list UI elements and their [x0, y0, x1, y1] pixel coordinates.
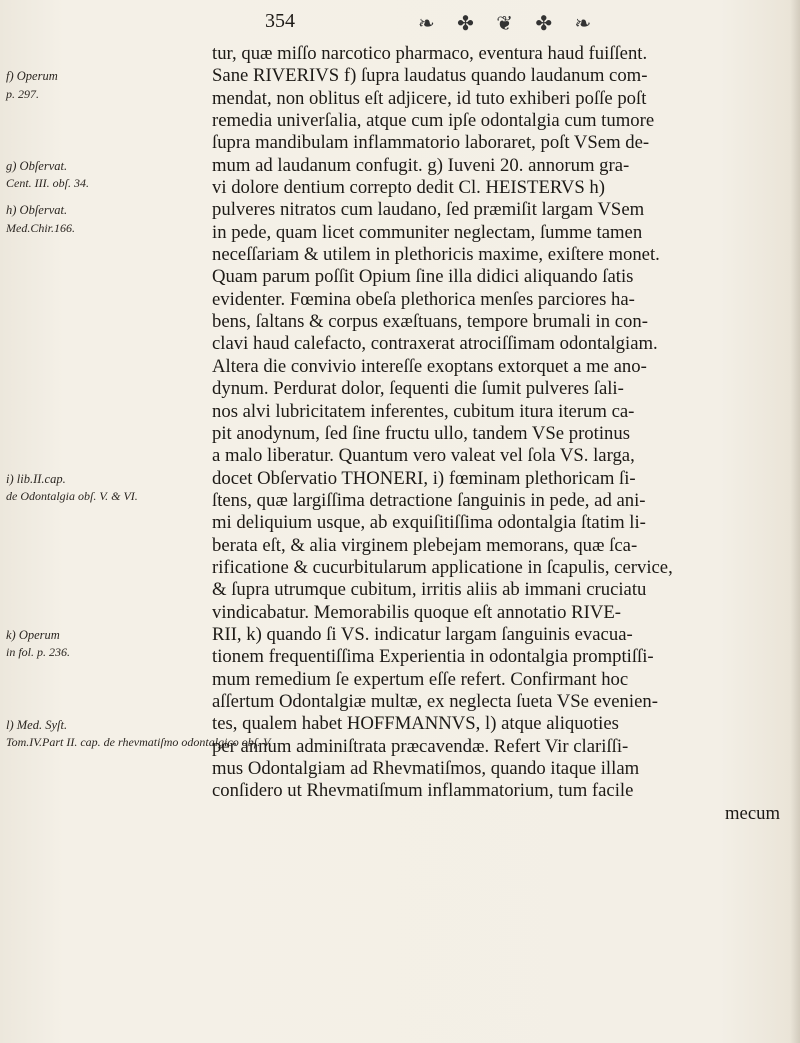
text-line: dynum. Perdurat dolor, ſequenti die ſumit pulveres ſali-	[212, 378, 624, 400]
text-line: mi deliquium usque, ab exquiſitiſſima odontalgia ſtatim li-	[212, 512, 646, 534]
margin-note	[6, 65, 58, 99]
text-line: Quam parum poſſit Opium ſine illa didici aliquando ſatis	[212, 266, 634, 288]
margin-note-ref: l) Med. Syſt.	[6, 717, 68, 732]
margin-note	[6, 624, 70, 658]
margin-note-detail: Tom.IV.Part II. cap. de rhevmatiſmo odontalgico obſ. V.	[6, 734, 272, 749]
text-line: ſupra mandibulam inflammatorio laboraret, poſt VSem de-	[212, 132, 650, 154]
page-number: 354	[265, 10, 295, 32]
text-line: in pede, quam licet communiter neglectam, ſumme tamen	[212, 221, 643, 243]
margin-note-ref: f) Operum	[6, 69, 58, 84]
margin-note-ref: g) Obſervat.	[6, 158, 68, 173]
text-line: conſidero ut Rhevmatiſmum inflammatorium, tum facile	[212, 780, 634, 802]
body-text	[212, 43, 780, 825]
margin-note	[6, 468, 138, 502]
text-line: tionem frequentiſſima Experientia in odontalgia promptiſſi-	[212, 646, 654, 668]
margin-note-detail: p. 297.	[6, 86, 39, 101]
text-line: nos alvi lubricitatem inferentes, cubitum itura iterum ca-	[212, 400, 635, 422]
text-line: bens, ſaltans & corpus exæſtuans, tempore brumali in con-	[212, 311, 648, 333]
text-line: Altera die convivio intereſſe exoptans extorquet a me ano-	[212, 355, 647, 377]
text-line: & ſupra utrumque cubitum, irritis aliis ab immani cruciatu	[212, 579, 647, 601]
text-line: a malo liberatur. Quantum vero valeat vel ſola VS. larga,	[212, 445, 635, 467]
margin-note-ref: h) Obſervat.	[6, 203, 68, 218]
text-line: mendat, non oblitus eſt adjicere, id tuto exhiberi poſſe poſt	[212, 87, 647, 109]
text-line: pulveres nitratos cum laudano, ſed præmiſit largam VSem	[212, 199, 645, 221]
text-line: neceſſariam & utilem in plethoricis maxime, exiſtere monet.	[212, 244, 660, 266]
margin-note-ref: i) lib.II.cap.	[6, 471, 66, 486]
text-line: pit anodynum, ſed ſine fructu ullo, tandem VSe protinus	[212, 422, 630, 444]
text-line: vindicabatur. Memorabilis quoque eſt annotatio RIVE-	[212, 601, 621, 623]
text-line: aſſertum Odontalgiæ multæ, ex neglecta ſueta VSe evenien-	[212, 690, 658, 712]
text-line: mus Odontalgiam ad Rhevmatiſmos, quando itaque illam	[212, 758, 640, 779]
text-line: vi dolore dentium correpto dedit Cl. HEISTERVS h)	[212, 177, 605, 199]
margin-note-detail: Med.Chir.166.	[6, 220, 75, 235]
text-line: RII, k) quando ſi VS. indicatur largam ſanguinis evacua-	[212, 623, 633, 645]
header-ornament: ❧ ✤ ❦ ✤ ❧	[418, 11, 600, 35]
text-line: per annum adminiſtrata præcavendæ. Refert Vir clariſſi-	[212, 735, 629, 757]
margin-note-ref: k) Operum	[6, 628, 60, 643]
margin-note	[6, 199, 75, 233]
margin-note-detail: Cent. III. obſ. 34.	[6, 176, 89, 191]
text-line: Sane RIVERIVS f) ſupra laudatus quando laudanum com-	[212, 65, 648, 87]
text-line: berata eſt, & alia virginem plebejam memorans, quæ ſca-	[212, 534, 638, 556]
text-line: mum ad laudanum confugit. g) Iuveni 20. annorum gra-	[212, 154, 630, 176]
text-line: docet Obſervatio THONERI, i) fœminam plethoricam ſi-	[212, 467, 636, 489]
text-line: clavi haud calefacto, contraxerat atrociſſimam odontalgiam.	[212, 333, 658, 355]
text-line: evidenter. Fœmina obeſa plethorica menſes parciores ha-	[212, 288, 635, 310]
text-line: mum remedium ſe expertum eſſe refert. Confirmant hoc	[212, 668, 629, 690]
text-line: remedia univerſalia, atque cum ipſe odontalgia cum tumore	[212, 110, 655, 132]
text-line: tes, qualem habet HOFFMANNVS, l) atque aliquoties	[212, 713, 619, 735]
text-line: mecum	[724, 802, 780, 824]
page-edge-shadow	[790, 0, 800, 1043]
text-line: tur, quæ miſſo narcotico pharmaco, eventura haud fuiſſent.	[212, 43, 648, 64]
margin-note-detail: in fol. p. 236.	[6, 645, 71, 660]
text-line: ſtens, quæ largiſſima detractione ſanguinis in pede, ad ani-	[212, 489, 646, 511]
margin-note-detail: de Odontalgia obſ. V. & VI.	[6, 488, 138, 503]
margin-note	[6, 155, 89, 189]
text-line: rificatione & cucurbitularum applicatione in ſcapulis, cervice,	[212, 556, 673, 578]
page-header	[0, 10, 800, 40]
